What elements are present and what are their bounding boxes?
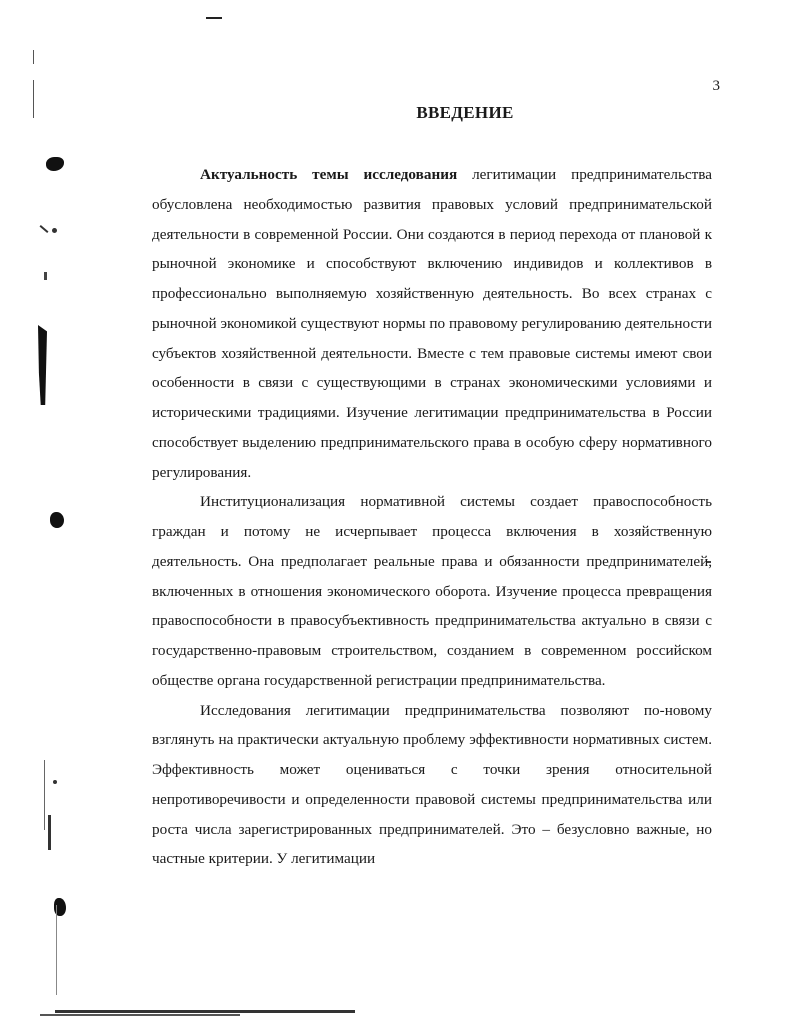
- paragraph: [152, 160, 712, 487]
- body-text: [152, 160, 712, 874]
- scan-blot: [50, 512, 64, 528]
- scan-mark: [206, 17, 222, 19]
- scan-mark: [53, 780, 57, 784]
- paragraph-text: Исследования легитимации предпринимательства позволяют по-новому взглянуть на практически актуальную проблему эффективности нормативных систем. Эффективность может оцениваться с точки зрения относительной непротиворечивости и определенности правовой системы предпринимательства или роста числа зарегистрированных предпринимателей. Это – безусловно важные, но частные критерии. У легитимации: [152, 701, 712, 868]
- section-title: ВВЕДЕНИЕ: [416, 103, 514, 122]
- binding-shadow: [38, 325, 47, 405]
- paragraph-text: легитимации предпринимательства обусловлена необходимостью развития правовых условий предпринимательской деятельности в современной России. Они создаются в период перехода от плановой к рыночной экономике и способствуют включению индивидов и коллективов в профессионально выполняемую хозяйственную деятельность. Во всех странах с рыночной экономикой существуют нормы по правовому регулированию деятельности субъектов хозяйственной деятельности. Вместе с тем правовые системы имеют свои особенности в связи с существующими в странах экономическими условиями и историческими традициями. Изучение легитимации предпринимательства в России способствует выделению предпринимательского права в особую сферу нормативного регулирования.: [152, 166, 712, 481]
- paragraph: [152, 487, 712, 695]
- scan-blot: [46, 157, 64, 171]
- scan-mark: [44, 760, 45, 830]
- scan-mark: [40, 1014, 240, 1016]
- scan-mark: [56, 905, 57, 995]
- scan-mark: [33, 50, 34, 64]
- paragraph: [152, 696, 712, 875]
- page-number: 3: [712, 78, 720, 94]
- scan-mark: [40, 225, 49, 233]
- scan-mark: [48, 815, 51, 850]
- scan-mark: [52, 228, 57, 233]
- scan-mark: [44, 272, 47, 280]
- scan-mark: [55, 1010, 355, 1013]
- paragraph-lead: Актуальность темы исследования: [200, 166, 458, 183]
- paragraph-text: Институционализация нормативной системы создает правоспособность граждан и потому не исчерпывает процесса включения в хозяйственную деятельность. Она предполагает реальные права и обязанности предпринимателей, включенных в отношения экономического оборота. Изучение процесса превращения правоспособности в правосубъективность предпринимательства актуально в связи с государственно-правовым строительством, созданием в современном российском обществе органа государственной регистрации предпринимательства.: [152, 493, 712, 689]
